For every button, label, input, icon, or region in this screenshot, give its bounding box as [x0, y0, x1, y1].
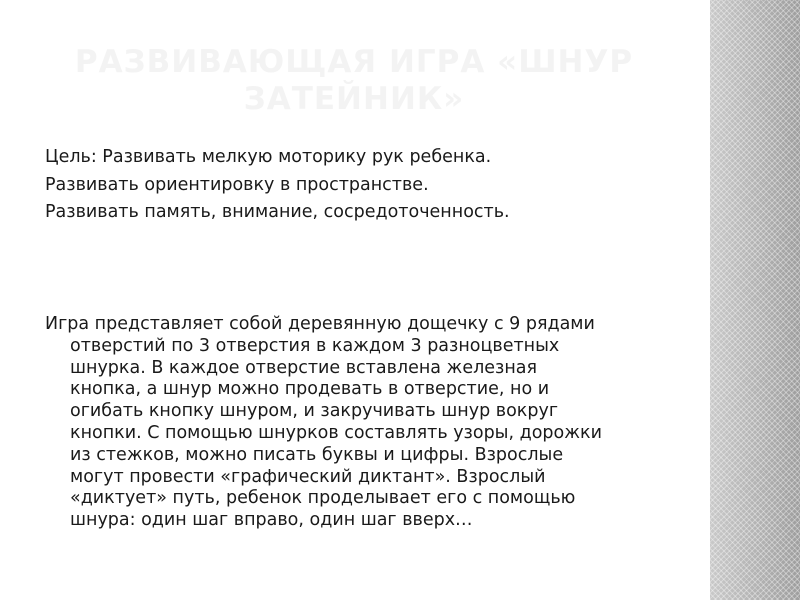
goal-item: Развивать память, внимание, сосредоточенность.: [45, 202, 510, 222]
description-line: шнурка. В каждое отверстие вставлена железная: [70, 357, 538, 378]
description-line: из стежков, можно писать буквы и цифры. Взрослые: [70, 444, 564, 465]
description-paragraph: [45, 314, 685, 532]
goal-item: Развивать ориентировку в пространстве.: [45, 174, 429, 195]
description-line: отверстий по 3 отверстия в каждом 3 разноцветных: [70, 335, 560, 356]
slide-title: [40, 44, 668, 118]
description-line: «диктует» путь, ребенок проделывает его с помощью: [70, 488, 576, 509]
description-list: [45, 314, 685, 532]
description-line: кнопки. С помощью шнурков составлять узоры, дорожки: [70, 422, 602, 443]
description-line: кнопка, а шнур можно продевать в отверстие, но и: [70, 379, 550, 400]
description-line: шнура: один шаг вправо, один шаг вверх…: [70, 510, 473, 531]
goal-item: Цель: Развивать мелкую моторику рук ребенка.: [45, 147, 492, 167]
description-line: огибать кнопку шнуром, и закручивать шнур вокруг: [70, 401, 559, 422]
description-line: могут провести «графический диктант». Взрослый: [70, 466, 546, 487]
decorative-side-strip: [710, 0, 800, 600]
slide-title-line-2: ЗАТЕЙНИК»: [243, 81, 465, 117]
goals-list: [45, 144, 685, 227]
slide-title-line-1: РАЗВИВАЮЩАЯ ИГРА «ШНУР: [74, 44, 634, 80]
description-line: Игра представляет собой деревянную дощечку с 9 рядами: [45, 314, 595, 334]
